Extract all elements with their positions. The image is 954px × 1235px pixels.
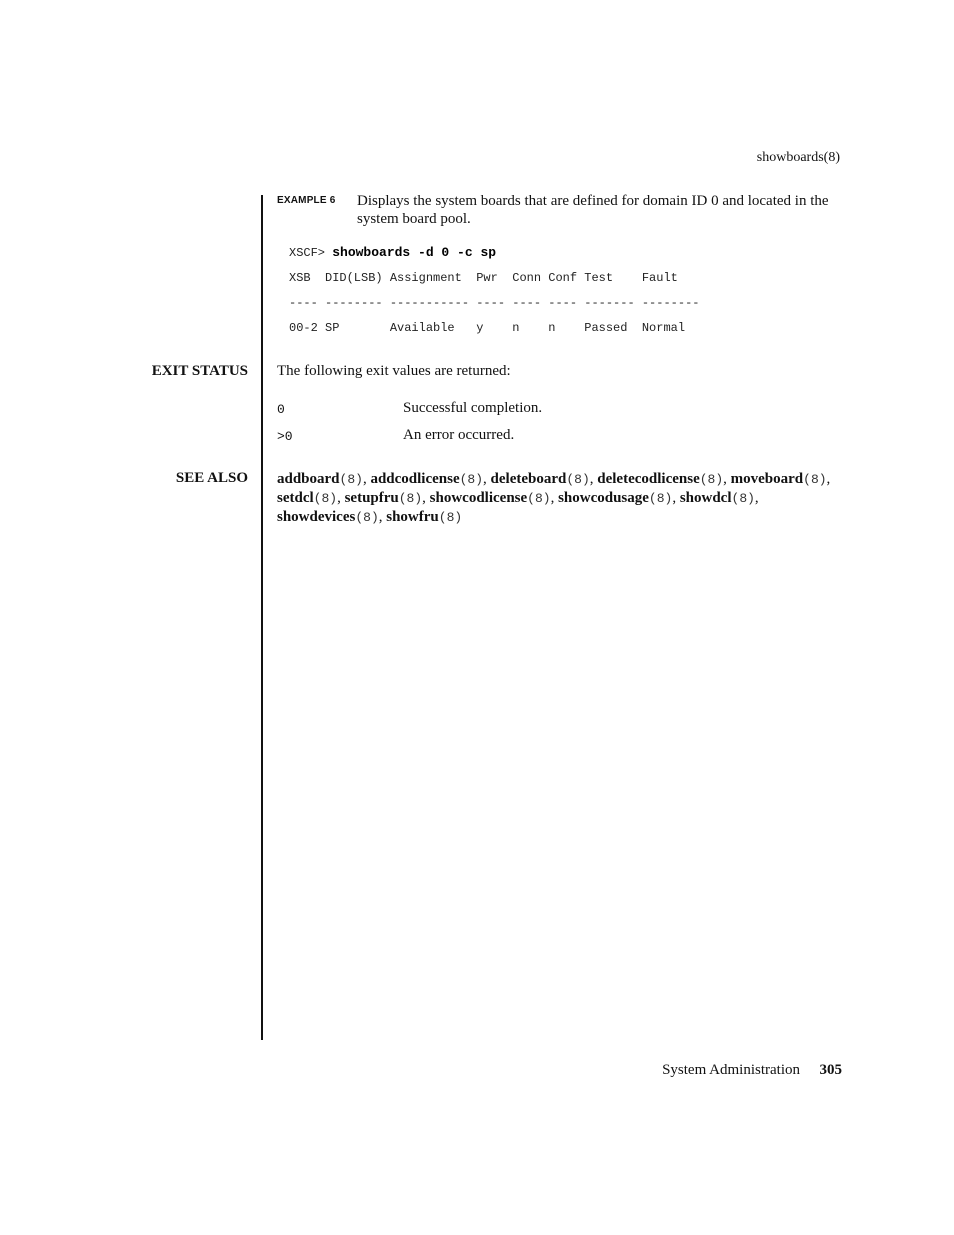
see-also-ref[interactable]: showdevices(8) — [277, 509, 379, 525]
exit-meaning: An error occurred. — [403, 427, 515, 443]
code-command-line — [289, 245, 496, 260]
margin-rule — [261, 195, 263, 1040]
code-output-row: 00-2 SP Available y n n Passed Normal — [289, 321, 686, 335]
see-also-ref[interactable]: deletecodlicense(8) — [597, 471, 724, 487]
code-prompt: XSCF> — [289, 246, 326, 260]
see-also-ref[interactable]: moveboard(8) — [730, 471, 827, 487]
exit-code: 0 — [277, 402, 285, 417]
see-also-heading: SEE ALSO — [175, 470, 248, 486]
exit-meaning: Successful completion. — [403, 400, 543, 416]
code-output-header: XSB DID(LSB) Assignment Pwr Conn Conf Test Fault — [289, 271, 678, 285]
see-also-ref[interactable]: setdcl(8) — [277, 490, 338, 506]
see-also-ref[interactable]: showcodlicense(8) — [429, 490, 551, 506]
example-label: EXAMPLE 6 — [277, 195, 336, 206]
see-also-ref[interactable]: addboard(8) — [277, 471, 363, 487]
footer-book-title: System Administration — [662, 1062, 800, 1078]
example-description: Displays the system boards that are defined for domain ID 0 and located in the system board pool. — [357, 193, 829, 227]
running-header: showboards(8) — [756, 150, 840, 165]
see-also-ref[interactable]: showdcl(8) — [679, 490, 755, 506]
footer-page-number: 305 — [819, 1062, 842, 1078]
exit-status-heading: EXIT STATUS — [151, 363, 248, 379]
see-also-ref[interactable]: addcodlicense(8) — [370, 471, 484, 487]
see-also-ref[interactable]: showfru(8) — [386, 509, 463, 525]
see-also-list: addboard(8), addcodlicense(8), deleteboard(8), deletecodlicense(8), moveboard(8), setdcl(8), setupfru(8), showcodlicense(8), showcodusage(8), showdcl(8), showdevices(8), showfru(8) — [277, 471, 831, 525]
see-also-ref[interactable]: showcodusage(8) — [558, 490, 673, 506]
see-also-ref[interactable]: deleteboard(8) — [490, 471, 590, 487]
see-also-ref[interactable]: setupfru(8) — [344, 490, 423, 506]
code-output-separator: ---- -------- ----------- ---- ---- ---- ------- -------- — [289, 296, 700, 310]
exit-status-intro: The following exit values are returned: — [277, 363, 511, 379]
code-command: showboards -d 0 -c sp — [332, 245, 497, 260]
exit-code: >0 — [277, 429, 293, 444]
